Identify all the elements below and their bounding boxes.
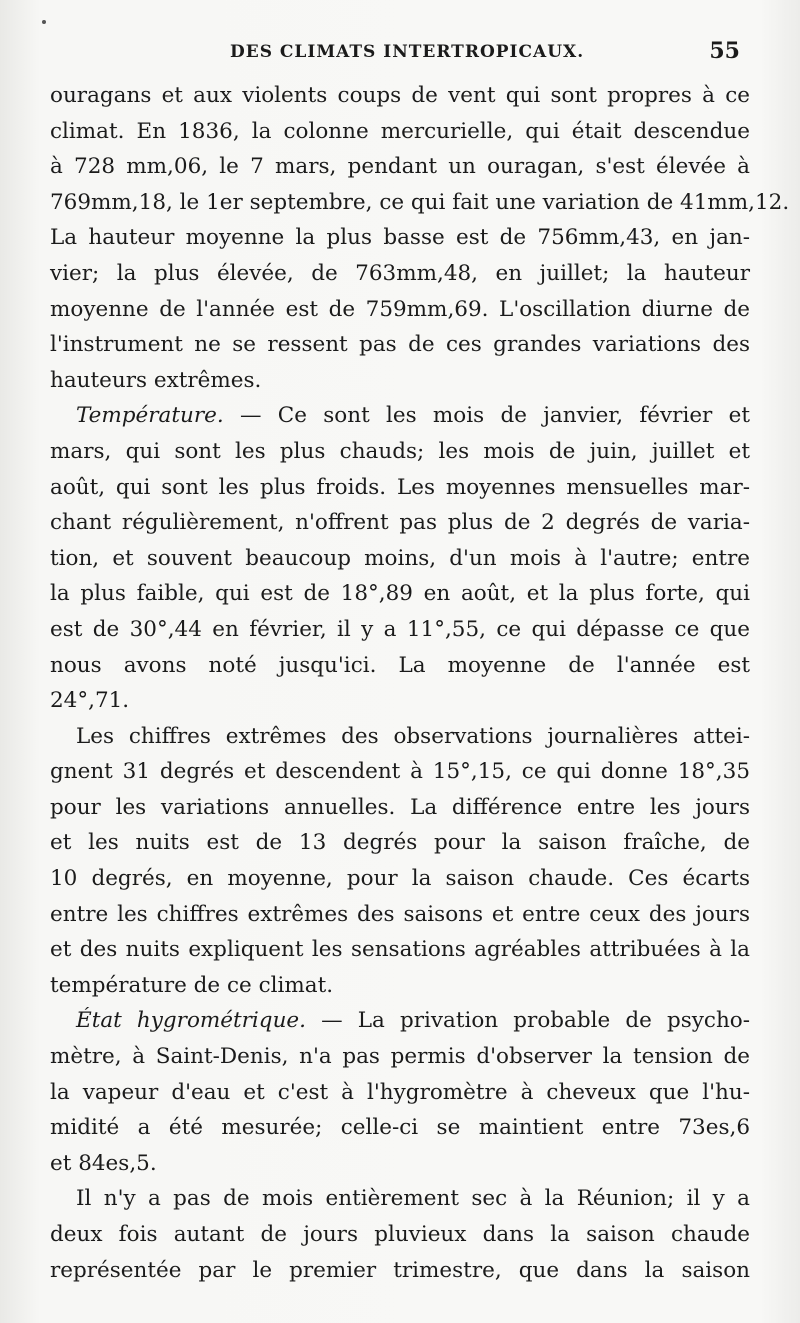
text-line: ouragans et aux violents coups de vent qui sont propres à ce: [50, 83, 750, 108]
text-line: midité a été mesurée; celle-ci se maintient entre 73es,6: [50, 1115, 750, 1141]
text-line: La hauteur moyenne la plus basse est de 756mm,43, en jan-: [50, 225, 750, 251]
text-line: mars, qui sont les plus chauds; les mois de juin, juillet et: [50, 438, 750, 464]
running-head: DES CLIMATS INTERTROPICAUX.: [230, 42, 585, 62]
text-line: et les nuits est de 13 degrés pour la saison fraîche, de: [50, 830, 750, 856]
text-line: deux fois autant de jours pluvieux dans la saison chaude: [50, 1222, 750, 1247]
text-line: est de 30°,44 en février, il y a 11°,55, ce qui dépasse ce que: [50, 616, 750, 642]
text-line: Les chiffres extrêmes des observations journalières attei-: [76, 723, 750, 749]
page-number: 55: [709, 38, 740, 64]
text-line: à 728 mm,06, le 7 mars, pendant un ouragan, s'est élevée à: [50, 154, 750, 180]
text-line: août, qui sont les plus froids. Les moyennes mensuelles mar-: [50, 474, 750, 500]
text-line: 10 degrés, en moyenne, pour la saison chaude. Ces écarts: [50, 866, 750, 892]
text-line: la plus faible, qui est de 18°,89 en août, et la plus forte, qui: [50, 581, 750, 607]
text-line: pour les variations annuelles. La différence entre les jours: [50, 794, 750, 820]
text-line: nous avons noté jusqu'ici. La moyenne de l'année est: [50, 652, 750, 678]
speck: [42, 20, 46, 24]
text-line: [50, 1003, 750, 1039]
text-line: chant régulièrement, n'offrent pas plus de 2 degrés de varia-: [50, 510, 750, 536]
text-line: gnent 31 degrés et descendent à 15°,15, ce qui donne 18°,35: [50, 759, 750, 785]
text-fragment: — Ce sont les mois de janvier, février et: [223, 403, 750, 429]
body-text: [50, 78, 790, 1288]
text-line: climat. En 1836, la colonne mercurielle, qui était descendue: [50, 118, 750, 144]
paragraph-pressure: [50, 78, 790, 398]
page-header: [50, 38, 750, 68]
text-line: 24°,71.: [50, 688, 130, 714]
paragraph-extremes: [50, 719, 750, 1004]
text-line: [50, 398, 750, 434]
paragraph-hygrometry: [50, 1003, 750, 1181]
section-heading-temperature: Température.: [76, 403, 224, 429]
text-line: mètre, à Saint-Denis, n'a pas permis d'observer la tension de: [50, 1044, 750, 1070]
text-line: 769mm,18, le 1er septembre, ce qui fait une variation de 41mm,12.: [50, 189, 790, 215]
paragraph-temperature: [50, 398, 750, 718]
text-line: et des nuits expliquent les sensations agréables attribuées à la: [50, 937, 750, 963]
text-line: hauteurs extrêmes.: [50, 367, 262, 393]
text-line: vier; la plus élevée, de 763mm,48, en juillet; la hauteur: [50, 260, 750, 286]
text-line: et 84es,5.: [50, 1150, 157, 1176]
text-line: l'instrument ne se ressent pas de ces grandes variations des: [50, 332, 750, 358]
text-line: entre les chiffres extrêmes des saisons et entre ceux des jours: [50, 901, 750, 927]
paragraph-rain: [50, 1181, 750, 1288]
text-fragment: — La privation probable de psycho-: [305, 1008, 750, 1034]
section-heading-hygrometry: État hygrométrique.: [76, 1008, 306, 1034]
text-line: représentée par le premier trimestre, que dans la saison: [50, 1257, 750, 1283]
text-line: la vapeur d'eau et c'est à l'hygromètre à cheveux que l'hu-: [50, 1079, 750, 1105]
text-line: Il n'y a pas de mois entièrement sec à la Réunion; il y a: [76, 1186, 750, 1212]
text-line: température de ce climat.: [50, 972, 334, 998]
text-line: tion, et souvent beaucoup moins, d'un mois à l'autre; entre: [50, 545, 750, 571]
text-line: moyenne de l'année est de 759mm,69. L'oscillation diurne de: [50, 296, 750, 322]
